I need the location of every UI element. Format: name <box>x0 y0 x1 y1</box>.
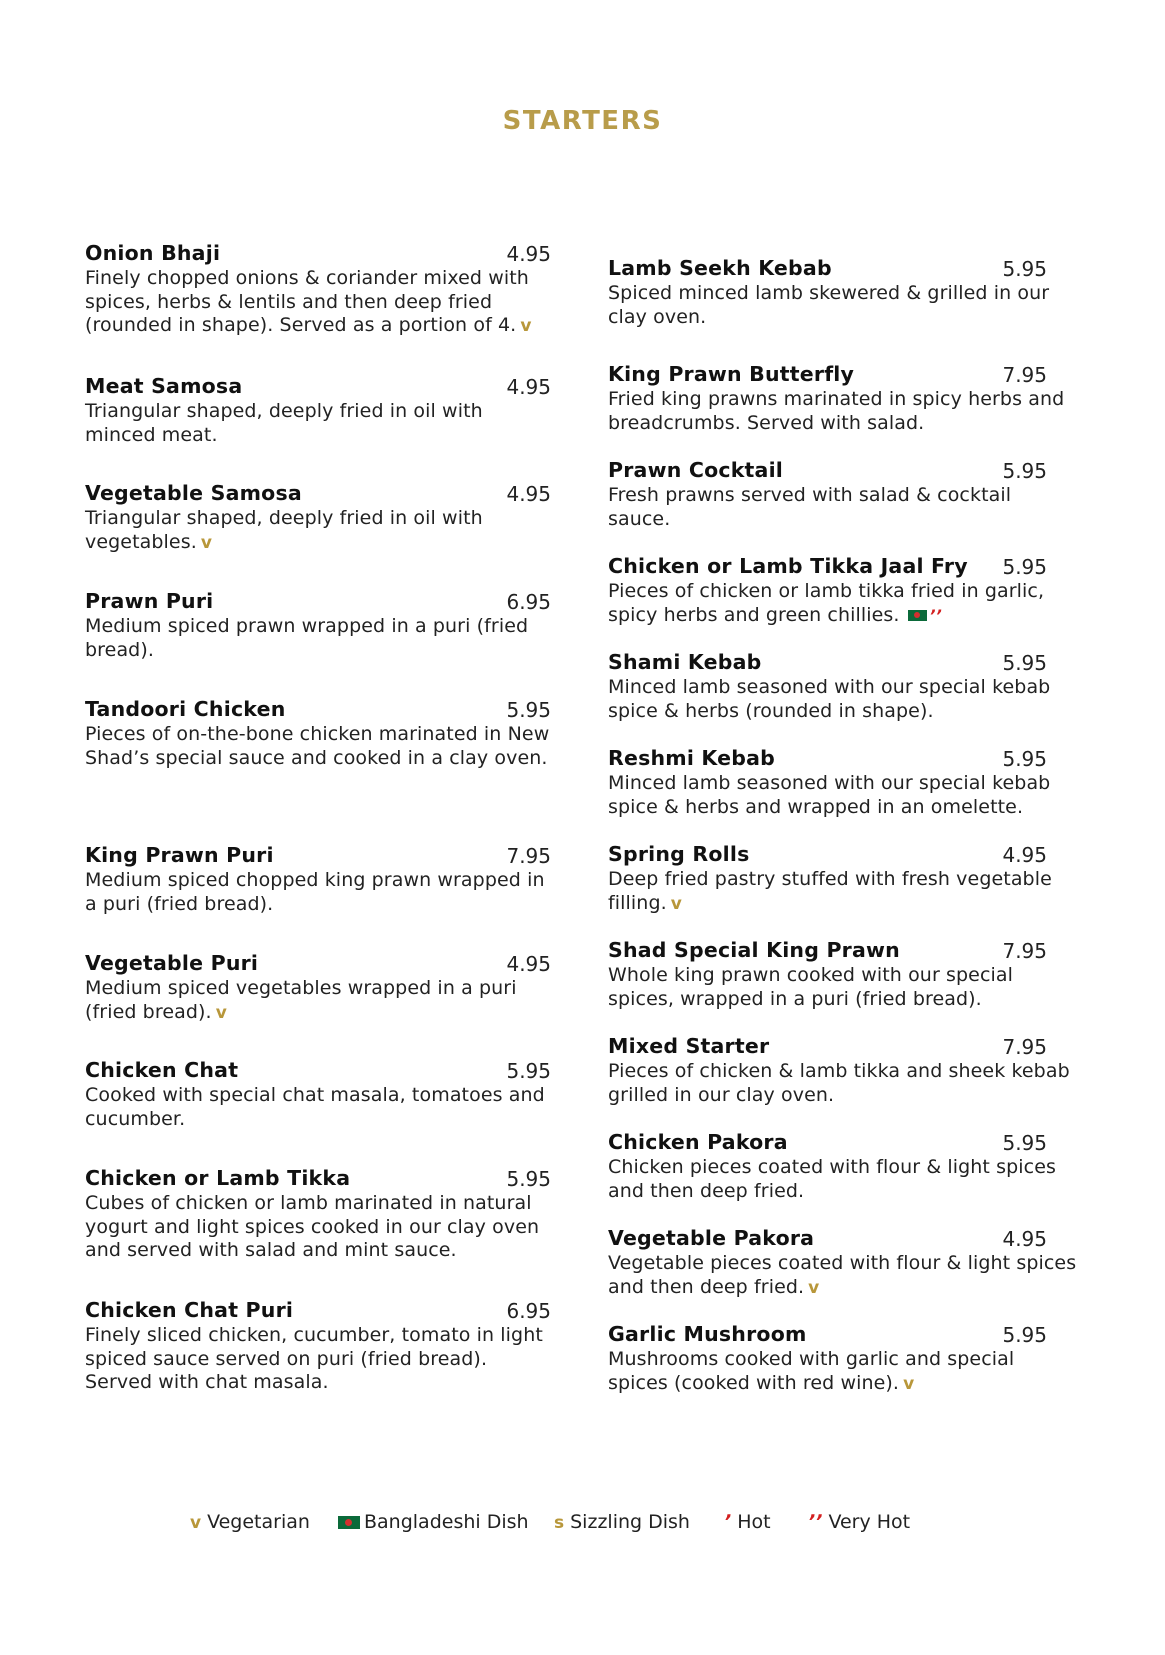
menu-item <box>85 1166 555 1263</box>
item-description: Spiced minced lamb skewered & grilled in our clay oven. <box>608 282 1050 328</box>
item-name: Chicken or Lamb Tikka <box>85 1166 351 1190</box>
item-description: Vegetable pieces coated with flour & light spices and then deep fried. <box>608 1252 1077 1298</box>
menu-item <box>85 374 555 447</box>
menu-item <box>608 554 1078 627</box>
item-description: Pieces of chicken or lamb tikka fried in garlic, spicy herbs and green chillies. <box>608 580 1045 626</box>
item-name: Vegetable Samosa <box>85 481 302 505</box>
item-name: Meat Samosa <box>85 374 243 398</box>
legend-label: Sizzling Dish <box>570 1511 690 1533</box>
item-name: Reshmi Kebab <box>608 746 776 770</box>
item-price: 4.95 <box>506 242 551 266</box>
legend-label: Very Hot <box>828 1511 911 1533</box>
vegetarian-icon: v <box>808 1277 820 1298</box>
legend-bangladeshi <box>338 1511 529 1533</box>
item-name: Shami Kebab <box>608 650 762 674</box>
section-heading: STARTERS <box>502 106 663 136</box>
item-description: Mushrooms cooked with garlic and special spices (cooked with red wine). <box>608 1348 1015 1394</box>
vegetarian-icon: v <box>215 1002 227 1023</box>
item-description: Deep fried pastry stuffed with fresh vegetable filling. <box>608 868 1052 914</box>
item-name: Chicken or Lamb Tikka Jaal Fry <box>608 554 968 578</box>
menu-item <box>608 1226 1078 1300</box>
item-name: Chicken Chat Puri <box>85 1298 294 1322</box>
item-description: Triangular shaped, deeply fried in oil with vegetables. <box>85 507 483 553</box>
item-price: 4.95 <box>506 482 551 506</box>
item-name: Garlic Mushroom <box>608 1322 807 1346</box>
item-price: 5.95 <box>506 698 551 722</box>
item-price: 7.95 <box>1002 363 1047 387</box>
item-description: Minced lamb seasoned with our special kebab spice & herbs (rounded in shape). <box>608 676 1051 722</box>
item-name: Onion Bhaji <box>85 241 221 265</box>
legend-very-hot <box>808 1511 910 1533</box>
legend-label: Hot <box>737 1511 771 1533</box>
item-price: 5.95 <box>1002 1323 1047 1347</box>
item-price: 5.95 <box>506 1167 551 1191</box>
item-description: Whole king prawn cooked with our special spices, wrapped in a puri (fried bread). <box>608 964 1013 1010</box>
item-description: Finely sliced chicken, cucumber, tomato in light spiced sauce served on puri (fried bread). Served with chat masala. <box>85 1324 543 1393</box>
item-name: Lamb Seekh Kebab <box>608 256 832 280</box>
item-price: 6.95 <box>506 1299 551 1323</box>
item-price: 4.95 <box>1002 843 1047 867</box>
menu-item <box>608 256 1078 329</box>
item-description: Cooked with special chat masala, tomatoes and cucumber. <box>85 1084 545 1130</box>
menu-item <box>85 481 555 555</box>
bangladesh-flag-icon <box>338 1516 360 1529</box>
item-description: Pieces of chicken & lamb tikka and sheek kebab grilled in our clay oven. <box>608 1060 1070 1106</box>
vegetarian-icon: v <box>190 1513 202 1533</box>
sizzling-icon: s <box>554 1513 565 1533</box>
legend-label: Vegetarian <box>207 1511 310 1533</box>
menu-item <box>85 1298 555 1395</box>
item-name: King Prawn Puri <box>85 843 274 867</box>
item-price: 5.95 <box>506 1059 551 1083</box>
item-description: Fried king prawns marinated in spicy herbs and breadcrumbs. Served with salad. <box>608 388 1065 434</box>
item-description: Fresh prawns served with salad & cocktail sauce. <box>608 484 1012 530</box>
item-price: 5.95 <box>1002 747 1047 771</box>
legend-sizzling <box>554 1511 690 1533</box>
very-hot-chilli-icon: ʼʼ <box>929 605 942 625</box>
item-price: 7.95 <box>1002 1035 1047 1059</box>
chilli-icon: ʼ <box>724 1511 732 1533</box>
bangladesh-flag-icon <box>908 610 927 621</box>
vegetarian-icon: v <box>200 532 213 553</box>
item-description: Medium spiced prawn wrapped in a puri (fried bread). <box>85 615 529 661</box>
item-name: Vegetable Pakora <box>608 1226 815 1250</box>
vegetarian-icon: v <box>670 893 682 914</box>
legend-hot <box>724 1511 771 1533</box>
item-price: 6.95 <box>506 590 551 614</box>
item-description: Cubes of chicken or lamb marinated in natural yogurt and light spices cooked in our clay oven and served with salad and mint sauce. <box>85 1192 540 1261</box>
item-price: 7.95 <box>1002 939 1047 963</box>
item-price: 4.95 <box>506 375 551 399</box>
item-description: Triangular shaped, deeply fried in oil with minced meat. <box>85 400 483 446</box>
item-price: 5.95 <box>1002 257 1047 281</box>
menu-item <box>85 697 555 770</box>
menu-item <box>608 458 1078 531</box>
item-description: Chicken pieces coated with flour & light spices and then deep fried. <box>608 1156 1056 1202</box>
item-price: 5.95 <box>1002 459 1047 483</box>
item-price: 7.95 <box>506 844 551 868</box>
menu-item <box>85 843 555 916</box>
vegetarian-icon: v <box>520 316 532 336</box>
item-name: Prawn Cocktail <box>608 458 784 482</box>
menu-item <box>608 362 1078 435</box>
menu-item <box>85 1058 555 1131</box>
item-name: Prawn Puri <box>85 589 214 613</box>
item-name: Chicken Pakora <box>608 1130 788 1154</box>
item-description: Medium spiced vegetables wrapped in a puri (fried bread). <box>85 977 517 1023</box>
menu-item <box>608 650 1078 723</box>
vegetarian-icon: v <box>903 1373 915 1394</box>
item-name: Vegetable Puri <box>85 951 259 975</box>
menu-item <box>608 1130 1078 1203</box>
menu-item <box>85 951 555 1025</box>
menu-item <box>608 746 1078 819</box>
menu-item <box>85 241 555 339</box>
item-name: Shad Special King Prawn <box>608 938 900 962</box>
very-hot-chilli-icon: ʼʼ <box>808 1511 823 1533</box>
legend-vegetarian <box>190 1511 310 1533</box>
item-description: Finely chopped onions & coriander mixed with spices, herbs & lentils and then deep fried (rounded in shape). Served as a portion of 4. <box>85 267 529 336</box>
item-name: Mixed Starter <box>608 1034 770 1058</box>
legend-label: Bangladeshi Dish <box>364 1511 529 1533</box>
menu-item <box>608 1034 1078 1107</box>
item-price: 5.95 <box>1002 555 1047 579</box>
item-price: 5.95 <box>1002 651 1047 675</box>
item-name: King Prawn Butterfly <box>608 362 855 386</box>
menu-item <box>85 589 555 662</box>
menu-item <box>608 842 1078 916</box>
item-description: Medium spiced chopped king prawn wrapped in a puri (fried bread). <box>85 869 545 915</box>
item-name: Spring Rolls <box>608 842 750 866</box>
menu-item <box>608 938 1078 1011</box>
item-description: Pieces of on-the-bone chicken marinated in New Shad’s special sauce and cooked in a clay oven. <box>85 723 550 769</box>
item-price: 4.95 <box>1002 1227 1047 1251</box>
menu-item <box>608 1322 1078 1396</box>
item-price: 4.95 <box>506 952 551 976</box>
item-price: 5.95 <box>1002 1131 1047 1155</box>
item-description: Minced lamb seasoned with our special kebab spice & herbs and wrapped in an omelette. <box>608 772 1051 818</box>
item-name: Tandoori Chicken <box>85 697 286 721</box>
item-name: Chicken Chat <box>85 1058 239 1082</box>
